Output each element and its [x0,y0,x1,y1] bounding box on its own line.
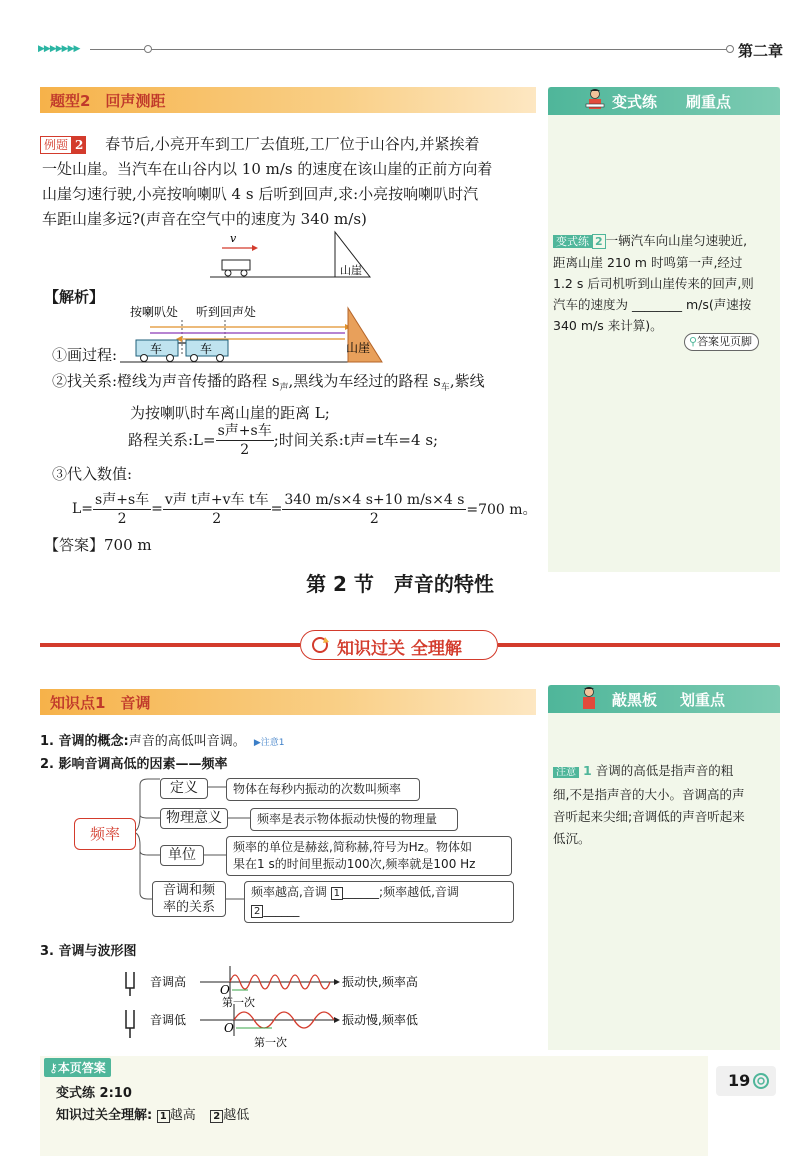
kp-item-3: 3. 音调与波形图 [40,944,137,959]
tree-text: 频率的单位是赫兹,简称赫,符号为Hz。物体如 果在1 s的时间里振动100次,频率就是100 Hz [226,836,512,876]
car-label: 车 [150,342,163,356]
practice-tag: 变式练 [553,235,592,248]
footer-title: ⚷本页答案 [44,1058,111,1077]
answer-note[interactable]: ⚲答案见页脚 [684,333,759,351]
practice-text: 变式练 2 一辆汽车向山崖匀速驶近, 距离山崖 210 m 时鸣第一声,经过 1.2 s 后司机听到山崖传来的回声,则 汽车的速度为 ________ m/s(声速按 340 m/s 来计算)。 [553,233,754,333]
honk-label: 按喇叭处 [130,305,179,319]
first-cycle-label: 第一次 [254,1036,287,1049]
footer-line: 变式练 2:10 [56,1086,132,1101]
tree-label: 物理意义 [160,808,228,829]
note-tag: 注意 [553,767,579,778]
tree-text: 物体在每秒内振动的次数叫频率 [226,778,420,801]
example-text: 山崖匀速行驶,小亮按响喇叭 4 s 后听到回声,求:小亮按响喇叭时汽 [42,185,479,203]
example-text: 一处山崖。当汽车在山谷内以 10 m/s 的速度在该山崖的正前方向着 [42,160,493,178]
page-number: 19 [728,1071,751,1090]
analysis-title: 【解析】 [44,288,105,306]
frequency-node: 频率 [74,818,136,850]
tree-text: 频率是表示物体振动快慢的物理量 [250,808,458,831]
car-label: 车 [200,342,213,356]
example-tag-num: 2 [72,136,86,154]
header-arrows: ▶▶▶▶▶▶▶ [38,44,80,54]
page-number-box [716,1066,776,1096]
teacher-icon [578,686,600,712]
section-heading: 第 2 节 声音的特性 [306,572,494,596]
example-text: 春节后,小亮开车到工厂去值班,工厂位于山谷内,并紧挨着 [105,135,480,153]
calc-row: L= $\frac{\text{s声+s车}}{2}$ = $\frac{\text{v声 t声+v车 t车}}{2}$ = $\frac{340 m/s\times 4 s+10 m/s\times 4 s}{2}$ =700 m。 [72,491,537,527]
sidebar-keypoint [548,685,780,1050]
example-text: 车距山崖多远?(声音在空气中的速度为 340 m/s) [42,210,367,228]
waveform-figure [120,962,450,1052]
sidebar-head [548,87,780,115]
kp-item-2: 2. 影响音调高低的因素——频率 [40,757,228,772]
banner [300,630,498,660]
sidebar-head-b: 划重点 [680,691,726,709]
process-figure [120,302,390,366]
hear-label: 听到回声处 [196,305,257,319]
tree-label: 音调和频 率的关系 [152,881,226,917]
footer-line: 知识过关全理解: 1 越高 2 越低 [56,1108,250,1123]
sidebar-head [548,685,780,713]
kp-title: 知识点1 音调 [50,694,151,712]
kp-item-1: 1. 音调的概念:声音的高低叫音调。 ▶注意1 [40,734,285,749]
step-3: ③代入数值: [52,465,133,483]
wave-high-label: 音调高 [150,975,187,989]
origin-label: O [220,983,230,997]
refresh-icon [309,635,331,655]
cliff-label: 山崖 [340,264,362,277]
blank-number: 2 [251,905,263,918]
example-tag: 例题 [40,136,72,154]
example-figure [200,228,390,284]
tree-text: 频率越高,音调 1 ______;频率越低,音调 2 ______ [244,881,514,923]
sidebar-head-b: 刷重点 [686,93,732,111]
header-dot [726,45,734,53]
pin-icon: ⚲ [689,335,698,348]
page-swirl-icon [750,1070,772,1092]
tree-label: 单位 [160,845,204,866]
student-icon [584,88,606,114]
sidebar-head-a: 变式练 [612,93,658,111]
wave-low-label: 音调低 [150,1013,187,1027]
tree-label: 定义 [160,778,208,799]
example-block [40,132,540,232]
banner-label: 知识过关 全理解 [337,639,462,659]
header-rule [90,49,730,50]
banner-rule-left [40,643,300,647]
wave-low-desc: 振动慢,频率低 [342,1013,418,1027]
answer: 【答案】700 m [44,536,152,554]
step-1: ①画过程: [52,346,118,364]
banner-rule-right [498,643,780,647]
sidebar-head-a: 敲黑板 [612,691,658,709]
kp-title-bar [40,689,536,715]
note-link: ▶注意1 [253,738,285,748]
cliff-label: 山崖 [346,341,371,355]
wave-high-desc: 振动快,频率高 [342,975,418,989]
keypoint-text: 注意 1 音调的高低是指声音的粗 细,不是指声音的大小。音调高的声 音听起来尖细;音调低的声音听起来 低沉。 [553,763,745,846]
blank-number: 1 [331,887,343,900]
relation-row: 路程关系:L= $\frac{\text{s声+s车}}{2}$ ;时间关系:t声=t车=4 s; [128,422,439,458]
step-2: ②找关系:橙线为声音传播的路程 $s_声$,黑线为车经过的路程 $s_车$,紫线 为按喇叭时车离山崖的距离 L; [52,372,485,422]
chapter-label: 第二章 [738,42,784,60]
first-cycle-label: 第一次 [222,996,255,1009]
header-dot [144,45,152,53]
section-title-bar [40,87,536,113]
velocity-label: v [230,232,237,245]
section-title: 题型2 回声测距 [50,92,166,110]
example-line [40,132,540,157]
origin-label: O [224,1021,234,1035]
key-icon: ⚷ [49,1061,58,1075]
